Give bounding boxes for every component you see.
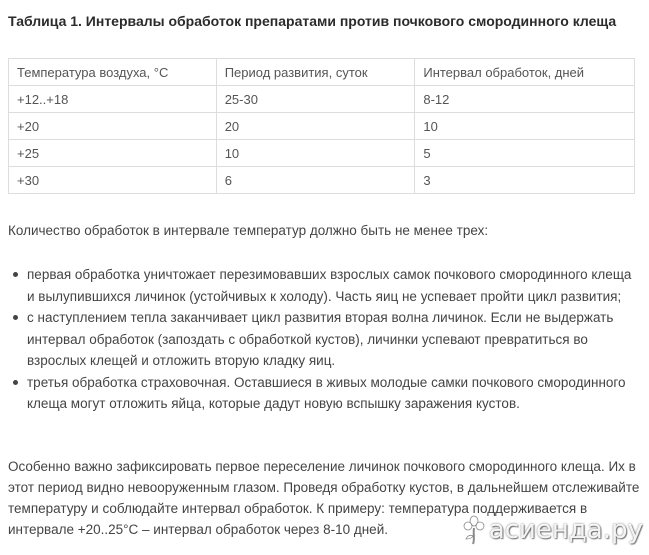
- table-cell: 25-30: [216, 86, 415, 113]
- table-title: Таблица 1. Интервалы обработок препаратами против почкового смородинного клеща: [8, 13, 617, 29]
- table-cell: 3: [415, 167, 635, 194]
- list-item-text: с наступлением тепла заканчивает цикл развития вторая волна личинок. Если не выдержать интервал обработок (запоздать с обработкой кустов), личинки успевают превратиться во взрослых клещей и отложить вторую кладку яиц.: [27, 310, 614, 368]
- table-cell: 10: [216, 140, 415, 167]
- watermark-text: асиенда.ру: [488, 515, 643, 545]
- list-item: [0, 372, 640, 415]
- intro-paragraph: Количество обработок в интервале температур должно быть не менее трех:: [8, 223, 489, 238]
- bullet-icon: [13, 315, 18, 320]
- watermark: [461, 515, 643, 545]
- bullet-icon: [13, 272, 18, 277]
- table-cell: 10: [415, 113, 635, 140]
- table-cell: 6: [216, 167, 415, 194]
- closing-paragraph: Особенно важно зафиксировать первое переселение личинок почкового смородинного клеща. Их в этот период видно невооруженным глазом. Проведя обработку кустов, в дальнейшем отслеживайте температуру и соблюдайте интервал обработок. К примеру: температура поддерживается в интервале +20..25°С – интервал обработок через 8-10 дней.: [8, 459, 640, 537]
- table-row: [9, 167, 635, 194]
- list-item: [0, 264, 640, 307]
- table-cell: +12..+18: [9, 86, 217, 113]
- column-header-treatment-interval: Интервал обработок, дней: [415, 59, 635, 86]
- bullet-list: [0, 264, 640, 415]
- bullet-icon: [13, 380, 18, 385]
- table-cell: 20: [216, 113, 415, 140]
- table-cell: +20: [9, 113, 217, 140]
- flower-logo-icon: [461, 515, 487, 545]
- column-header-development-period: Период развития, суток: [216, 59, 415, 86]
- list-item: [0, 307, 640, 372]
- table-cell: +30: [9, 167, 217, 194]
- table-header-row: [9, 59, 635, 86]
- list-item-text: третья обработка страховочная. Оставшиеся в живых молодые самки почкового смородинного клеща могут отложить яйца, которые дадут новую вспышку заражения кустов.: [27, 374, 626, 411]
- list-item-text: первая обработка уничтожает перезимовавших взрослых самок почкового смородинного клеща и вылупившихся личинок (устойчивых к холоду). Часть яиц не успевает пройти цикл развития;: [27, 267, 632, 304]
- table-row: [9, 86, 635, 113]
- column-header-temperature: Температура воздуха, °С: [9, 59, 217, 86]
- table-cell: 8-12: [415, 86, 635, 113]
- table-row: [9, 113, 635, 140]
- treatment-interval-table: [8, 58, 635, 194]
- table-row: [9, 140, 635, 167]
- table-cell: 5: [415, 140, 635, 167]
- table-cell: +25: [9, 140, 217, 167]
